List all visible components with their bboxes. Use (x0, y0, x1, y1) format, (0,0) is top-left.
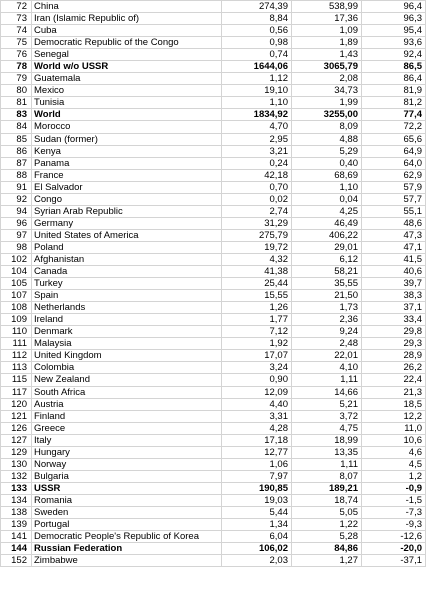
value1-cell: 4,28 (222, 422, 292, 434)
rank-cell: 91 (1, 181, 32, 193)
table-row (1, 25, 426, 37)
value2-cell: 5,28 (292, 531, 362, 543)
value1-cell: 17,07 (222, 350, 292, 362)
table-row (1, 169, 426, 181)
country-cell: Guatemala (32, 73, 222, 85)
table-row (1, 181, 426, 193)
change-cell: 18,5 (362, 398, 426, 410)
rank-cell: 78 (1, 61, 32, 73)
table-row (1, 506, 426, 518)
country-cell: Portugal (32, 519, 222, 531)
change-cell: -12,6 (362, 531, 426, 543)
table-row (1, 1, 426, 13)
country-cell: United Kingdom (32, 350, 222, 362)
value1-cell: 1,92 (222, 338, 292, 350)
value2-cell: 68,69 (292, 169, 362, 181)
rank-cell: 121 (1, 410, 32, 422)
value1-cell: 2,95 (222, 133, 292, 145)
value1-cell: 12,77 (222, 446, 292, 458)
value2-cell: 4,10 (292, 362, 362, 374)
change-cell: 11,0 (362, 422, 426, 434)
rank-cell: 134 (1, 494, 32, 506)
country-cell: Mexico (32, 85, 222, 97)
change-cell: 55,1 (362, 205, 426, 217)
value1-cell: 4,70 (222, 121, 292, 133)
table-row (1, 49, 426, 61)
country-cell: Spain (32, 290, 222, 302)
rank-cell: 138 (1, 506, 32, 518)
rank-cell: 127 (1, 434, 32, 446)
change-cell: -7,3 (362, 506, 426, 518)
value2-cell: 189,21 (292, 482, 362, 494)
change-cell: -9,3 (362, 519, 426, 531)
country-cell: Sudan (former) (32, 133, 222, 145)
value1-cell: 2,03 (222, 555, 292, 567)
value2-cell: 5,21 (292, 398, 362, 410)
value1-cell: 15,55 (222, 290, 292, 302)
table-row (1, 302, 426, 314)
table-row (1, 253, 426, 265)
rank-cell: 108 (1, 302, 32, 314)
country-cell: Italy (32, 434, 222, 446)
value1-cell: 2,74 (222, 205, 292, 217)
table-row (1, 422, 426, 434)
country-cell: Germany (32, 217, 222, 229)
table-row (1, 494, 426, 506)
country-cell: Colombia (32, 362, 222, 374)
country-cell: Panama (32, 157, 222, 169)
change-cell: 92,4 (362, 49, 426, 61)
rank-cell: 73 (1, 13, 32, 25)
table-row (1, 290, 426, 302)
value2-cell: 46,49 (292, 217, 362, 229)
value2-cell: 29,01 (292, 241, 362, 253)
table-row (1, 458, 426, 470)
change-cell: 40,6 (362, 266, 426, 278)
value2-cell: 34,73 (292, 85, 362, 97)
value2-cell: 9,24 (292, 326, 362, 338)
table-row (1, 482, 426, 494)
country-cell: Finland (32, 410, 222, 422)
value2-cell: 22,01 (292, 350, 362, 362)
table-row (1, 241, 426, 253)
country-cell: El Salvador (32, 181, 222, 193)
country-cell: Kenya (32, 145, 222, 157)
value1-cell: 19,03 (222, 494, 292, 506)
change-cell: 81,2 (362, 97, 426, 109)
rank-cell: 72 (1, 1, 32, 13)
country-cell: Zimbabwe (32, 555, 222, 567)
value1-cell: 19,10 (222, 85, 292, 97)
value2-cell: 35,55 (292, 278, 362, 290)
change-cell: 64,0 (362, 157, 426, 169)
change-cell: 96,3 (362, 13, 426, 25)
rank-cell: 98 (1, 241, 32, 253)
change-cell: 38,3 (362, 290, 426, 302)
change-cell: 93,6 (362, 37, 426, 49)
change-cell: 95,4 (362, 25, 426, 37)
value2-cell: 84,86 (292, 543, 362, 555)
table-row (1, 97, 426, 109)
rank-cell: 126 (1, 422, 32, 434)
table-row (1, 121, 426, 133)
value1-cell: 1,06 (222, 458, 292, 470)
value1-cell: 0,24 (222, 157, 292, 169)
value2-cell: 538,99 (292, 1, 362, 13)
value2-cell: 1,10 (292, 181, 362, 193)
value1-cell: 6,04 (222, 531, 292, 543)
country-cell: World w/o USSR (32, 61, 222, 73)
rank-cell: 107 (1, 290, 32, 302)
change-cell: -20,0 (362, 543, 426, 555)
value2-cell: 21,50 (292, 290, 362, 302)
value2-cell: 18,99 (292, 434, 362, 446)
value2-cell: 0,04 (292, 193, 362, 205)
rank-cell: 141 (1, 531, 32, 543)
value2-cell: 6,12 (292, 253, 362, 265)
country-cell: Sweden (32, 506, 222, 518)
value2-cell: 1,89 (292, 37, 362, 49)
country-cell: Greece (32, 422, 222, 434)
value1-cell: 8,84 (222, 13, 292, 25)
table-row (1, 133, 426, 145)
value2-cell: 5,29 (292, 145, 362, 157)
country-cell: Morocco (32, 121, 222, 133)
country-cell: Syrian Arab Republic (32, 205, 222, 217)
rank-cell: 83 (1, 109, 32, 121)
change-cell: 48,6 (362, 217, 426, 229)
value1-cell: 7,97 (222, 470, 292, 482)
country-cell: New Zealand (32, 374, 222, 386)
country-cell: Democratic People's Republic of Korea (32, 531, 222, 543)
rank-cell: 102 (1, 253, 32, 265)
table-row (1, 73, 426, 85)
table-row (1, 434, 426, 446)
rank-cell: 132 (1, 470, 32, 482)
rank-cell: 130 (1, 458, 32, 470)
rank-cell: 94 (1, 205, 32, 217)
value1-cell: 1,12 (222, 73, 292, 85)
value2-cell: 8,07 (292, 470, 362, 482)
change-cell: 4,5 (362, 458, 426, 470)
value1-cell: 0,70 (222, 181, 292, 193)
table-row (1, 229, 426, 241)
rank-cell: 115 (1, 374, 32, 386)
rank-cell: 75 (1, 37, 32, 49)
rank-cell: 105 (1, 278, 32, 290)
value1-cell: 7,12 (222, 326, 292, 338)
table-row (1, 338, 426, 350)
table-row (1, 374, 426, 386)
rank-cell: 117 (1, 386, 32, 398)
table-row (1, 61, 426, 73)
value2-cell: 4,75 (292, 422, 362, 434)
value1-cell: 41,38 (222, 266, 292, 278)
table-row (1, 555, 426, 567)
table-row (1, 326, 426, 338)
table-row (1, 519, 426, 531)
country-cell: Turkey (32, 278, 222, 290)
table-row (1, 85, 426, 97)
country-cell: Austria (32, 398, 222, 410)
rank-cell: 79 (1, 73, 32, 85)
country-cell: Congo (32, 193, 222, 205)
value1-cell: 1644,06 (222, 61, 292, 73)
value1-cell: 12,09 (222, 386, 292, 398)
value1-cell: 4,32 (222, 253, 292, 265)
table-row (1, 145, 426, 157)
change-cell: 37,1 (362, 302, 426, 314)
country-cell: Tunisia (32, 97, 222, 109)
value2-cell: 3255,00 (292, 109, 362, 121)
change-cell: 22,4 (362, 374, 426, 386)
rank-cell: 120 (1, 398, 32, 410)
table-row (1, 543, 426, 555)
table-row (1, 37, 426, 49)
change-cell: 86,5 (362, 61, 426, 73)
change-cell: 1,2 (362, 470, 426, 482)
value1-cell: 106,02 (222, 543, 292, 555)
value2-cell: 13,35 (292, 446, 362, 458)
table-row (1, 205, 426, 217)
value2-cell: 1,99 (292, 97, 362, 109)
change-cell: 96,4 (362, 1, 426, 13)
change-cell: 29,8 (362, 326, 426, 338)
value2-cell: 1,27 (292, 555, 362, 567)
value2-cell: 1,11 (292, 458, 362, 470)
table-row (1, 13, 426, 25)
country-cell: Malaysia (32, 338, 222, 350)
country-cell: Ireland (32, 314, 222, 326)
country-cell: Canada (32, 266, 222, 278)
rank-cell: 87 (1, 157, 32, 169)
value2-cell: 1,22 (292, 519, 362, 531)
value1-cell: 19,72 (222, 241, 292, 253)
table-row (1, 531, 426, 543)
rank-cell: 86 (1, 145, 32, 157)
change-cell: 62,9 (362, 169, 426, 181)
value2-cell: 1,11 (292, 374, 362, 386)
table-row (1, 109, 426, 121)
value2-cell: 2,48 (292, 338, 362, 350)
value2-cell: 1,43 (292, 49, 362, 61)
value1-cell: 0,98 (222, 37, 292, 49)
value1-cell: 190,85 (222, 482, 292, 494)
rank-cell: 144 (1, 543, 32, 555)
table-row (1, 470, 426, 482)
change-cell: 65,6 (362, 133, 426, 145)
rank-cell: 111 (1, 338, 32, 350)
table-body (1, 1, 426, 567)
change-cell: -0,9 (362, 482, 426, 494)
value1-cell: 3,24 (222, 362, 292, 374)
value2-cell: 18,74 (292, 494, 362, 506)
value2-cell: 1,73 (292, 302, 362, 314)
value1-cell: 42,18 (222, 169, 292, 181)
change-cell: 29,3 (362, 338, 426, 350)
change-cell: 12,2 (362, 410, 426, 422)
country-cell: Denmark (32, 326, 222, 338)
rank-cell: 85 (1, 133, 32, 145)
change-cell: 77,4 (362, 109, 426, 121)
rank-cell: 97 (1, 229, 32, 241)
value1-cell: 25,44 (222, 278, 292, 290)
rank-cell: 84 (1, 121, 32, 133)
rank-cell: 92 (1, 193, 32, 205)
change-cell: 47,3 (362, 229, 426, 241)
table-row (1, 398, 426, 410)
value2-cell: 0,40 (292, 157, 362, 169)
table-row (1, 362, 426, 374)
rank-cell: 76 (1, 49, 32, 61)
rank-cell: 88 (1, 169, 32, 181)
country-cell: Romania (32, 494, 222, 506)
table-row (1, 266, 426, 278)
rank-cell: 80 (1, 85, 32, 97)
country-cell: China (32, 1, 222, 13)
value2-cell: 2,08 (292, 73, 362, 85)
value1-cell: 1,10 (222, 97, 292, 109)
change-cell: 26,2 (362, 362, 426, 374)
table-row (1, 217, 426, 229)
value2-cell: 406,22 (292, 229, 362, 241)
country-cell: Poland (32, 241, 222, 253)
country-cell: United States of America (32, 229, 222, 241)
country-cell: South Africa (32, 386, 222, 398)
country-cell: Hungary (32, 446, 222, 458)
table-row (1, 314, 426, 326)
rank-cell: 96 (1, 217, 32, 229)
rank-cell: 81 (1, 97, 32, 109)
change-cell: 86,4 (362, 73, 426, 85)
country-cell: Russian Federation (32, 543, 222, 555)
value1-cell: 17,18 (222, 434, 292, 446)
value1-cell: 0,74 (222, 49, 292, 61)
country-cell: Cuba (32, 25, 222, 37)
value2-cell: 58,21 (292, 266, 362, 278)
change-cell: 39,7 (362, 278, 426, 290)
table-row (1, 410, 426, 422)
rank-cell: 110 (1, 326, 32, 338)
table-row (1, 157, 426, 169)
value1-cell: 31,29 (222, 217, 292, 229)
value1-cell: 0,90 (222, 374, 292, 386)
value1-cell: 4,40 (222, 398, 292, 410)
table-row (1, 350, 426, 362)
country-cell: World (32, 109, 222, 121)
table-row (1, 386, 426, 398)
country-cell: Netherlands (32, 302, 222, 314)
value1-cell: 0,56 (222, 25, 292, 37)
change-cell: 57,7 (362, 193, 426, 205)
rank-cell: 104 (1, 266, 32, 278)
country-cell: France (32, 169, 222, 181)
table-row (1, 446, 426, 458)
rank-cell: 109 (1, 314, 32, 326)
change-cell: 47,1 (362, 241, 426, 253)
value1-cell: 1834,92 (222, 109, 292, 121)
value1-cell: 5,44 (222, 506, 292, 518)
country-cell: Norway (32, 458, 222, 470)
country-cell: Senegal (32, 49, 222, 61)
rank-cell: 74 (1, 25, 32, 37)
value2-cell: 3,72 (292, 410, 362, 422)
country-cell: Democratic Republic of the Congo (32, 37, 222, 49)
country-cell: Afghanistan (32, 253, 222, 265)
value2-cell: 8,09 (292, 121, 362, 133)
table-row (1, 278, 426, 290)
change-cell: 72,2 (362, 121, 426, 133)
value2-cell: 1,09 (292, 25, 362, 37)
value2-cell: 2,36 (292, 314, 362, 326)
value1-cell: 1,77 (222, 314, 292, 326)
table-row (1, 193, 426, 205)
change-cell: 4,6 (362, 446, 426, 458)
value1-cell: 1,26 (222, 302, 292, 314)
country-cell: Bulgaria (32, 470, 222, 482)
value2-cell: 3065,79 (292, 61, 362, 73)
value1-cell: 275,79 (222, 229, 292, 241)
value1-cell: 0,02 (222, 193, 292, 205)
change-cell: 57,9 (362, 181, 426, 193)
change-cell: 21,3 (362, 386, 426, 398)
change-cell: 81,9 (362, 85, 426, 97)
value2-cell: 14,66 (292, 386, 362, 398)
value2-cell: 17,36 (292, 13, 362, 25)
rank-cell: 112 (1, 350, 32, 362)
country-cell: USSR (32, 482, 222, 494)
change-cell: 10,6 (362, 434, 426, 446)
country-cell: Iran (Islamic Republic of) (32, 13, 222, 25)
value2-cell: 4,88 (292, 133, 362, 145)
rank-cell: 133 (1, 482, 32, 494)
value2-cell: 5,05 (292, 506, 362, 518)
rank-cell: 113 (1, 362, 32, 374)
rank-cell: 129 (1, 446, 32, 458)
rank-cell: 139 (1, 519, 32, 531)
change-cell: -37,1 (362, 555, 426, 567)
value1-cell: 274,39 (222, 1, 292, 13)
change-cell: 33,4 (362, 314, 426, 326)
change-cell: -1,5 (362, 494, 426, 506)
value2-cell: 4,25 (292, 205, 362, 217)
value1-cell: 3,21 (222, 145, 292, 157)
change-cell: 64,9 (362, 145, 426, 157)
value1-cell: 1,34 (222, 519, 292, 531)
value1-cell: 3,31 (222, 410, 292, 422)
change-cell: 28,9 (362, 350, 426, 362)
change-cell: 41,5 (362, 253, 426, 265)
rank-cell: 152 (1, 555, 32, 567)
